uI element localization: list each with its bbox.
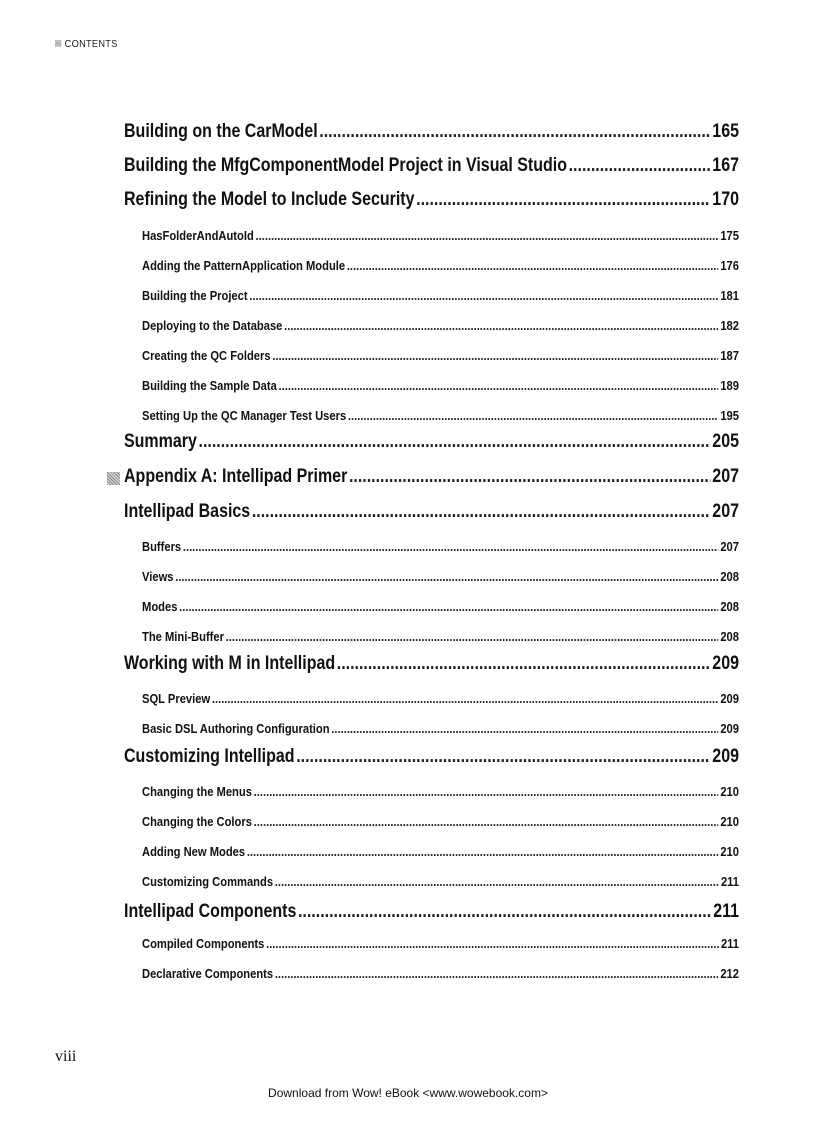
toc-entry[interactable] xyxy=(142,228,739,243)
page-number: viii xyxy=(55,1048,77,1065)
toc-entry[interactable] xyxy=(124,154,739,177)
toc-entry[interactable] xyxy=(142,569,739,584)
toc-entry[interactable] xyxy=(142,539,739,554)
dot-leader xyxy=(331,721,718,736)
dot-leader xyxy=(247,844,719,859)
dot-leader xyxy=(569,154,711,177)
toc-entry[interactable] xyxy=(142,408,739,423)
dot-leader xyxy=(254,784,719,799)
dot-leader xyxy=(348,408,719,423)
toc-appendix-entry[interactable] xyxy=(124,465,739,488)
dot-leader xyxy=(226,629,719,644)
toc-entry-page: 212 xyxy=(720,966,739,981)
toc-entry[interactable] xyxy=(142,378,739,393)
dot-leader xyxy=(249,288,718,303)
dot-leader xyxy=(347,258,719,273)
toc-entry-page: 211 xyxy=(720,874,739,889)
toc-entry-title: Appendix A: Intellipad Primer xyxy=(124,465,348,487)
toc-entry-page: 176 xyxy=(720,258,739,273)
dot-leader xyxy=(279,378,719,393)
toc-entry-page: 167 xyxy=(712,154,739,176)
toc-entry-page: 209 xyxy=(720,691,739,706)
toc-entry[interactable] xyxy=(124,188,739,211)
toc-entry-page: 207 xyxy=(712,500,739,522)
toc-entry-title: Customizing Commands xyxy=(142,874,274,889)
toc-entry-title: Intellipad Components xyxy=(124,900,297,922)
toc-entry-page: 208 xyxy=(720,599,739,614)
toc-entry-page: 187 xyxy=(720,348,739,363)
toc-entry[interactable] xyxy=(142,258,739,273)
toc-entry-title: Working with M in Intellipad xyxy=(124,652,336,674)
toc-entry[interactable] xyxy=(142,721,739,736)
dot-leader xyxy=(296,745,710,768)
toc-entry-title: Building the Project xyxy=(142,288,248,303)
toc-entry[interactable] xyxy=(142,691,739,706)
toc-entry-title: Summary xyxy=(124,430,197,452)
toc-entry-title: HasFolderAndAutoId xyxy=(142,228,254,243)
toc-entry-title: Creating the QC Folders xyxy=(142,348,271,363)
toc-entry-page: 209 xyxy=(712,745,739,767)
toc-entry[interactable] xyxy=(142,288,739,303)
dot-leader xyxy=(199,430,711,453)
toc-entry[interactable] xyxy=(142,844,739,859)
toc-entry-page: 175 xyxy=(720,228,739,243)
toc-entry-title: Customizing Intellipad xyxy=(124,745,295,767)
running-header xyxy=(55,38,118,50)
toc-entry[interactable] xyxy=(142,874,739,889)
toc-entry-title: Deploying to the Database xyxy=(142,318,283,333)
dot-leader xyxy=(179,599,718,614)
toc-entry-title: Modes xyxy=(142,599,178,614)
toc-entry-page: 211 xyxy=(713,900,739,922)
dot-leader xyxy=(275,874,719,889)
dot-leader xyxy=(256,228,719,243)
toc-entry-page: 209 xyxy=(712,652,739,674)
toc-entry[interactable] xyxy=(124,430,739,453)
toc-entry-title: The Mini-Buffer xyxy=(142,629,224,644)
dot-leader xyxy=(298,900,712,923)
toc-entry-title: Views xyxy=(142,569,174,584)
dot-leader xyxy=(284,318,718,333)
toc-entry-page: 195 xyxy=(720,408,739,423)
toc-entry-title: Building the Sample Data xyxy=(142,378,277,393)
section-square-icon xyxy=(55,40,61,47)
toc-entry[interactable] xyxy=(124,745,739,768)
toc-entry[interactable] xyxy=(142,599,739,614)
toc-entry-page: 205 xyxy=(712,430,739,452)
toc-entry[interactable] xyxy=(142,348,739,363)
download-footer: Download from Wow! eBook <www.wowebook.com> xyxy=(268,1086,548,1100)
toc-entry[interactable] xyxy=(142,936,739,951)
toc-entry[interactable] xyxy=(124,500,739,523)
toc-entry[interactable] xyxy=(142,629,739,644)
appendix-square-icon xyxy=(107,472,120,485)
dot-leader xyxy=(275,966,719,981)
toc-entry-page: 211 xyxy=(720,936,739,951)
dot-leader xyxy=(416,188,711,211)
dot-leader xyxy=(272,348,718,363)
toc-entry-page: 189 xyxy=(720,378,739,393)
toc-entry-title: Adding New Modes xyxy=(142,844,246,859)
toc-entry-page: 165 xyxy=(712,120,739,142)
toc-entry-title: SQL Preview xyxy=(142,691,211,706)
dot-leader xyxy=(212,691,719,706)
toc-entry-title: Building on the CarModel xyxy=(124,120,318,142)
toc-entry-title: Building the MfgComponentModel Project in Visual Studio xyxy=(124,154,567,176)
toc-entry-title: Basic DSL Authoring Configuration xyxy=(142,721,330,736)
toc-entry[interactable] xyxy=(124,900,739,923)
toc-entry-title: Setting Up the QC Manager Test Users xyxy=(142,408,347,423)
dot-leader xyxy=(183,539,719,554)
toc-entry-page: 210 xyxy=(720,844,739,859)
toc-entry-page: 208 xyxy=(720,629,739,644)
toc-entry-title: Intellipad Basics xyxy=(124,500,251,522)
toc-entry-page: 181 xyxy=(720,288,739,303)
toc-entry[interactable] xyxy=(142,814,739,829)
toc-entry[interactable] xyxy=(124,652,739,675)
dot-leader xyxy=(266,936,719,951)
toc-entry-page: 210 xyxy=(720,784,739,799)
dot-leader xyxy=(337,652,711,675)
toc-entry-title: Changing the Colors xyxy=(142,814,252,829)
toc-entry-page: 210 xyxy=(720,814,739,829)
toc-entry-page: 207 xyxy=(712,465,739,487)
dot-leader xyxy=(319,120,710,143)
toc-entry[interactable] xyxy=(142,784,739,799)
toc-entry-page: 170 xyxy=(712,188,739,210)
toc-entry[interactable] xyxy=(142,966,739,981)
dot-leader xyxy=(254,814,719,829)
toc-entry-title: Compiled Components xyxy=(142,936,265,951)
toc-entry-title: Buffers xyxy=(142,539,182,554)
toc-entry-page: 209 xyxy=(720,721,739,736)
dot-leader xyxy=(252,500,711,523)
dot-leader xyxy=(349,465,711,488)
toc-entry-page: 208 xyxy=(720,569,739,584)
toc-entry-page: 207 xyxy=(720,539,739,554)
toc-entry-title: Adding the PatternApplication Module xyxy=(142,258,346,273)
toc-entry-page: 182 xyxy=(720,318,739,333)
toc-entry-title: Declarative Components xyxy=(142,966,274,981)
toc-entry-title: Changing the Menus xyxy=(142,784,252,799)
dot-leader xyxy=(175,569,718,584)
toc-entry-title: Refining the Model to Include Security xyxy=(124,188,415,210)
toc-entry[interactable] xyxy=(124,120,739,143)
toc-entry[interactable] xyxy=(142,318,739,333)
header-label: CONTENTS xyxy=(64,38,118,50)
